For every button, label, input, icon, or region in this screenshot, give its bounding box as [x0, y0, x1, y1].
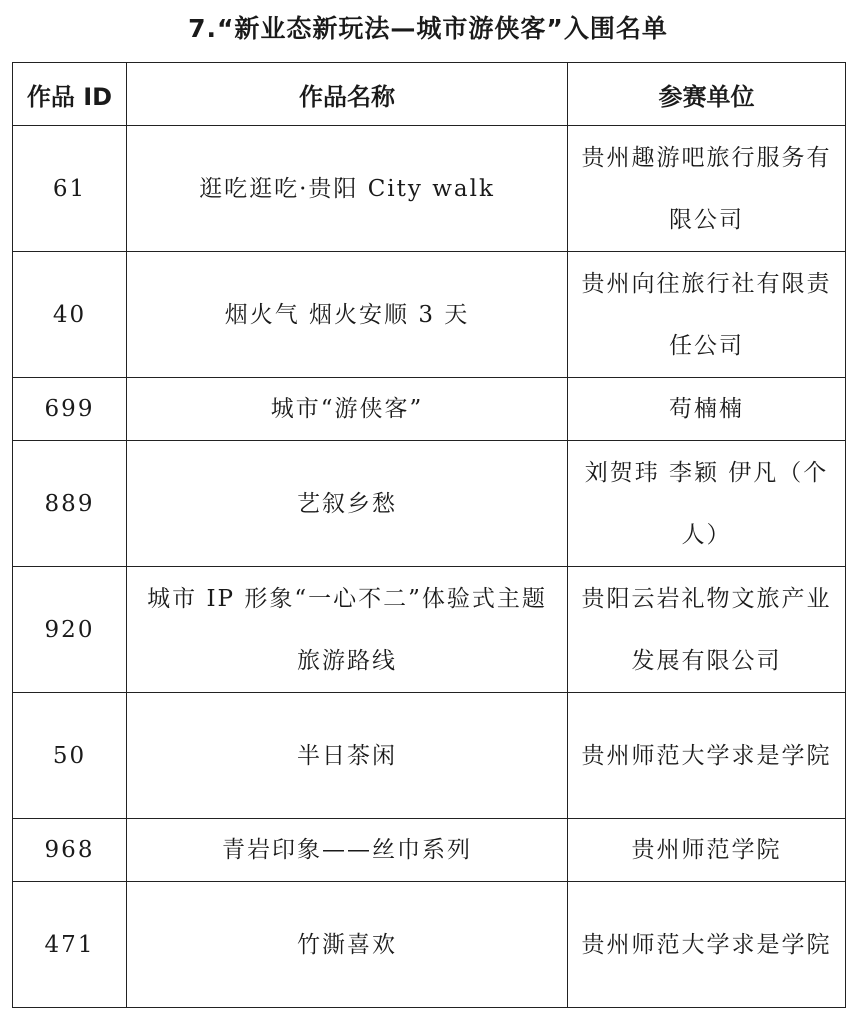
table-row — [13, 819, 846, 882]
cell-name: 逛吃逛吃·贵阳 City walk — [127, 126, 568, 252]
cell-id: 61 — [13, 126, 127, 252]
table-row — [13, 441, 846, 567]
cell-name: 半日茶闲 — [127, 693, 568, 819]
cell-id: 699 — [13, 378, 127, 441]
cell-unit: 刘贺玮 李颖 伊凡（个人） — [568, 441, 846, 567]
table-row — [13, 378, 846, 441]
cell-id: 50 — [13, 693, 127, 819]
cell-id: 968 — [13, 819, 127, 882]
cell-unit: 苟楠楠 — [568, 378, 846, 441]
table-header-row — [13, 63, 846, 126]
finalist-table — [12, 62, 846, 1008]
cell-unit: 贵阳云岩礼物文旅产业发展有限公司 — [568, 567, 846, 693]
cell-name: 竹澌喜欢 — [127, 882, 568, 1008]
header-name: 作品名称 — [127, 63, 568, 126]
cell-name: 城市“游侠客” — [127, 378, 568, 441]
cell-name: 烟火气 烟火安顺 3 天 — [127, 252, 568, 378]
cell-id: 40 — [13, 252, 127, 378]
header-unit: 参赛单位 — [568, 63, 846, 126]
cell-unit: 贵州师范大学求是学院 — [568, 882, 846, 1008]
cell-id: 889 — [13, 441, 127, 567]
table-row — [13, 252, 846, 378]
table-row — [13, 126, 846, 252]
cell-name: 艺叙乡愁 — [127, 441, 568, 567]
cell-id: 471 — [13, 882, 127, 1008]
table-row — [13, 567, 846, 693]
cell-unit: 贵州向往旅行社有限责任公司 — [568, 252, 846, 378]
cell-id: 920 — [13, 567, 127, 693]
cell-unit: 贵州趣游吧旅行服务有限公司 — [568, 126, 846, 252]
header-id: 作品 ID — [13, 63, 127, 126]
cell-unit: 贵州师范学院 — [568, 819, 846, 882]
cell-name: 青岩印象——丝巾系列 — [127, 819, 568, 882]
table-row — [13, 693, 846, 819]
table-row — [13, 882, 846, 1008]
cell-unit: 贵州师范大学求是学院 — [568, 693, 846, 819]
page-title: 7.“新业态新玩法—城市游侠客”入围名单 — [188, 14, 668, 43]
cell-name: 城市 IP 形象“一心不二”体验式主题旅游路线 — [127, 567, 568, 693]
